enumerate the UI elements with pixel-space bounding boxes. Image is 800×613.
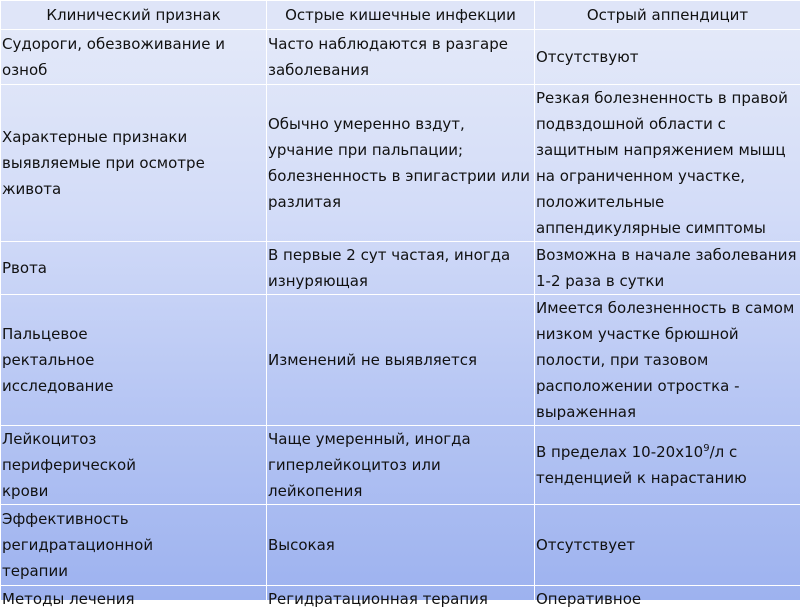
cell-appendicitis: Отсутствуют [535, 30, 800, 85]
cell-feature: Рвота [1, 242, 267, 295]
cell-feature: Характерные признаки выявляемые при осмотре живота [1, 85, 267, 242]
table-row [1, 505, 800, 586]
cell-intestinal-infections: Обычно умеренно вздут, урчание при пальпации; болезненность в эпигастрии или разлитая [267, 85, 535, 242]
cell-appendicitis: Возможна в начале заболевания 1-2 раза в сутки [535, 242, 800, 295]
table-row [1, 30, 800, 85]
table-row [1, 295, 800, 426]
cell-intestinal-infections: Изменений не выявляется [267, 295, 535, 426]
cell-feature: Судороги, обезвоживание и озноб [1, 30, 267, 85]
cell-intestinal-infections: Чаще умеренный, иногда гиперлейкоцитоз или лейкопения [267, 426, 535, 505]
cell-feature: Пальцевое ректальное исследование [1, 295, 267, 426]
table-row [1, 242, 800, 295]
table-row [1, 586, 800, 613]
cell-intestinal-infections: Часто наблюдаются в разгаре заболевания [267, 30, 535, 85]
cell-feature: Лейкоцитоз периферической крови [1, 426, 267, 505]
cell-intestinal-infections: В первые 2 сут частая, иногда изнуряющая [267, 242, 535, 295]
cell-appendicitis: Оперативное [535, 586, 800, 613]
cell-appendicitis: Резкая болезненность в правой подвздошной области с защитным напряжением мышц на ограниченном участке, положительные аппендикулярные симптомы [535, 85, 800, 242]
cell-intestinal-infections: Высокая [267, 505, 535, 586]
table-header-row [1, 1, 800, 30]
cell-appendicitis: Отсутствует [535, 505, 800, 586]
exponent: 9 [703, 443, 709, 454]
cell-appendicitis: Имеется болезненность в самом низком участке брюшной полости, при тазовом расположении отростка - выраженная [535, 295, 800, 426]
leukocyte-trend-text: /л с тенденцией к нарастанию [536, 443, 747, 487]
cell-appendicitis [535, 426, 800, 505]
header-intestinal-infections: Острые кишечные инфекции [267, 1, 535, 30]
table-row [1, 85, 800, 242]
cell-feature: Эффективность регидратационной терапии [1, 505, 267, 586]
header-appendicitis: Острый аппендицит [535, 1, 800, 30]
cell-intestinal-infections: Регидратационная терапия [267, 586, 535, 613]
leukocyte-range-text: В пределах 10-20х10 [536, 443, 703, 461]
table-row [1, 426, 800, 505]
cell-feature: Методы лечения [1, 586, 267, 613]
header-feature: Клинический признак [1, 1, 267, 30]
